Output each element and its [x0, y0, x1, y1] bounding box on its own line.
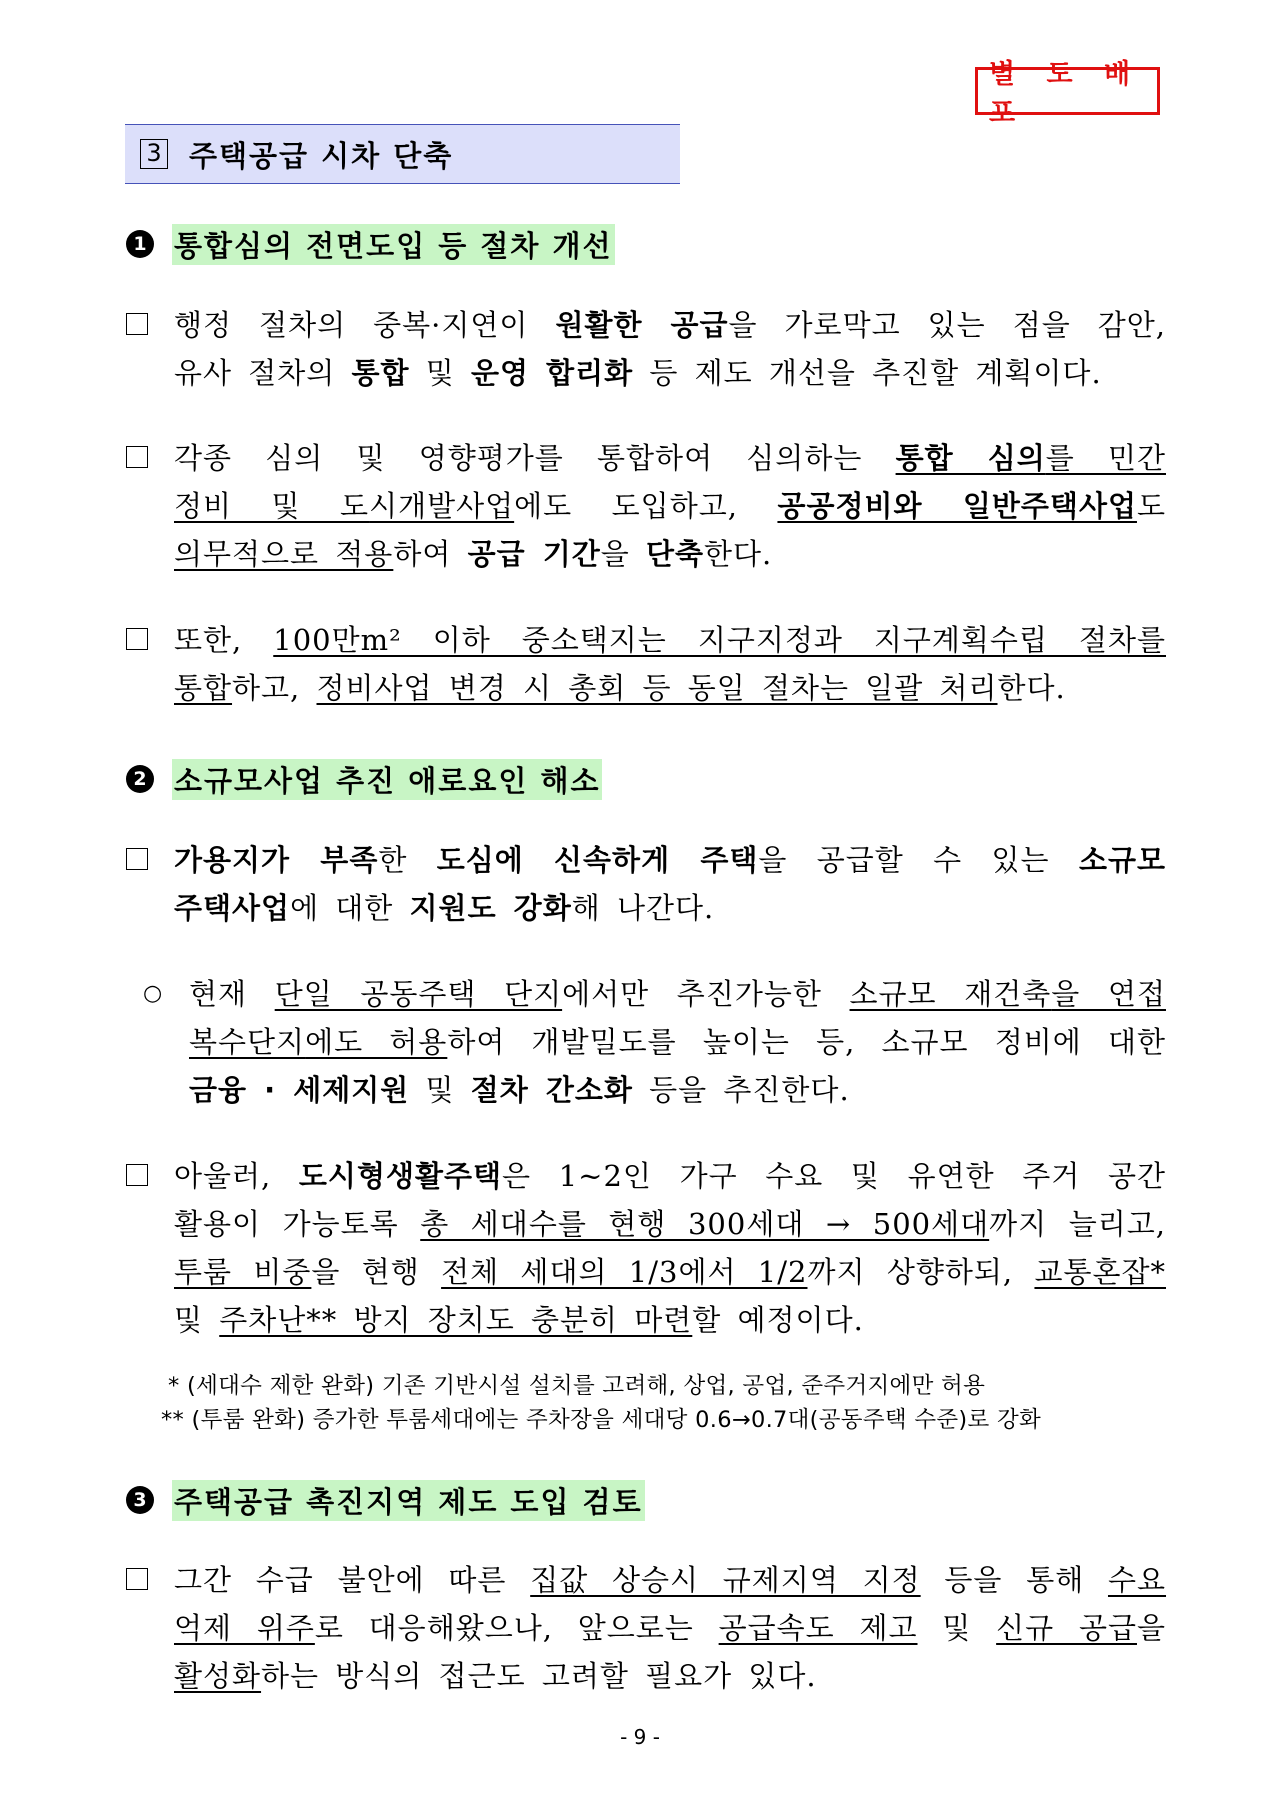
text-line: 각종 심의 및 영향평가를 통합하여 심의하는 통합 심의를 민간	[174, 441, 1166, 475]
text-line: 금융 · 세제지원 및 절차 간소화 등을 추진한다.	[189, 1073, 850, 1107]
paragraph-integrated-review	[126, 434, 1166, 578]
text-line: 주택사업에 대한 지원도 강화해 나간다.	[174, 891, 715, 925]
checkbox-bullet	[126, 313, 148, 335]
subsection-heading-3	[126, 1480, 645, 1520]
section-number-box: 3	[140, 139, 168, 169]
paragraph-supply-promotion	[126, 1556, 1166, 1700]
text-line: 또한, 100만m² 이하 중소택지는 지구지정과 지구계획수립 절차를	[174, 623, 1166, 657]
text-line: 정비 및 도시개발사업에도 도입하고, 공공정비와 일반주택사업도	[174, 489, 1166, 523]
subsection-heading-1	[126, 224, 615, 264]
circled-number-marker: 3	[126, 1486, 154, 1514]
footnotes	[161, 1369, 1163, 1437]
checkbox-bullet	[126, 628, 148, 650]
text-line: 아울러, 도시형생활주택은 1~2인 가구 수요 및 유연한 주거 공간	[174, 1159, 1166, 1193]
subsection-title: 주택공급 촉진지역 제도 도입 검토	[172, 1480, 645, 1521]
text-line: 유사 절차의 통합 및 운영 합리화 등 제도 개선을 추진할 계획이다.	[174, 356, 1102, 390]
checkbox-bullet	[126, 446, 148, 468]
checkbox-bullet	[126, 848, 148, 870]
paragraph-procedure-overlap	[126, 301, 1166, 397]
checkbox-bullet	[126, 1164, 148, 1186]
text-line: 및 주차난** 방지 장치도 충분히 마련할 예정이다.	[174, 1303, 864, 1337]
text-line: 활성화하는 방식의 접근도 고려할 필요가 있다.	[174, 1659, 817, 1693]
subsection-heading-2	[126, 759, 602, 799]
circled-number-marker: 2	[126, 765, 154, 793]
hollow-circle-bullet: ○	[143, 981, 163, 1006]
text-line: 억제 위주로 대응해왔으나, 앞으로는 공급속도 제고 및 신규 공급을	[174, 1611, 1166, 1645]
distribution-stamp: 별 도 배 포	[975, 67, 1160, 115]
text-line: 현재 단일 공동주택 단지에서만 추진가능한 소규모 재건축을 연접	[189, 977, 1166, 1011]
footnote: ** (투룸 완화) 증가한 투룸세대에는 주차장을 세대당 0.6→0.7대(공동주택 수준)로 강화	[161, 1407, 1042, 1433]
subsection-title: 통합심의 전면도입 등 절차 개선	[172, 224, 615, 265]
text-line: 그간 수급 불안에 따른 집값 상승시 규제지역 지정 등을 통해 수요	[174, 1563, 1167, 1597]
section-header	[125, 124, 680, 184]
text-line: 투룸 비중을 현행 전체 세대의 1/3에서 1/2까지 상향하되, 교통혼잡*	[174, 1255, 1166, 1289]
checkbox-bullet	[126, 1568, 148, 1590]
text-line: 가용지가 부족한 도심에 신속하게 주택을 공급할 수 있는 소규모	[174, 843, 1166, 877]
text-line: 복수단지에도 허용하여 개발밀도를 높이는 등, 소규모 정비에 대한	[189, 1025, 1167, 1059]
footnote: * (세대수 제한 완화) 기존 기반시설 설치를 고려해, 상업, 공업, 준주거지에만 허용	[168, 1373, 986, 1399]
section-title: 주택공급 시차 단축	[189, 138, 454, 173]
text-line: 의무적으로 적용하여 공급 기간을 단축한다.	[174, 537, 773, 571]
text-line: 활용이 가능토록 총 세대수를 현행 300세대 → 500세대까지 늘리고,	[174, 1207, 1166, 1241]
text-line: 통합하고, 정비사업 변경 시 총회 등 동일 절차는 일괄 처리한다.	[174, 671, 1066, 705]
text-line: 행정 절차의 중복·지연이 원활한 공급을 가로막고 있는 점을 감안,	[174, 308, 1167, 342]
paragraph-urban-housing	[126, 1152, 1166, 1344]
paragraph-small-scale-housing	[126, 836, 1166, 932]
subsection-title: 소규모사업 추진 애로요인 해소	[172, 759, 602, 800]
sub-item-reconstruction	[143, 970, 1166, 1114]
page-number: - 9 -	[620, 1725, 660, 1749]
circled-number-marker: 1	[126, 230, 154, 258]
paragraph-small-site-procedure	[126, 616, 1166, 712]
